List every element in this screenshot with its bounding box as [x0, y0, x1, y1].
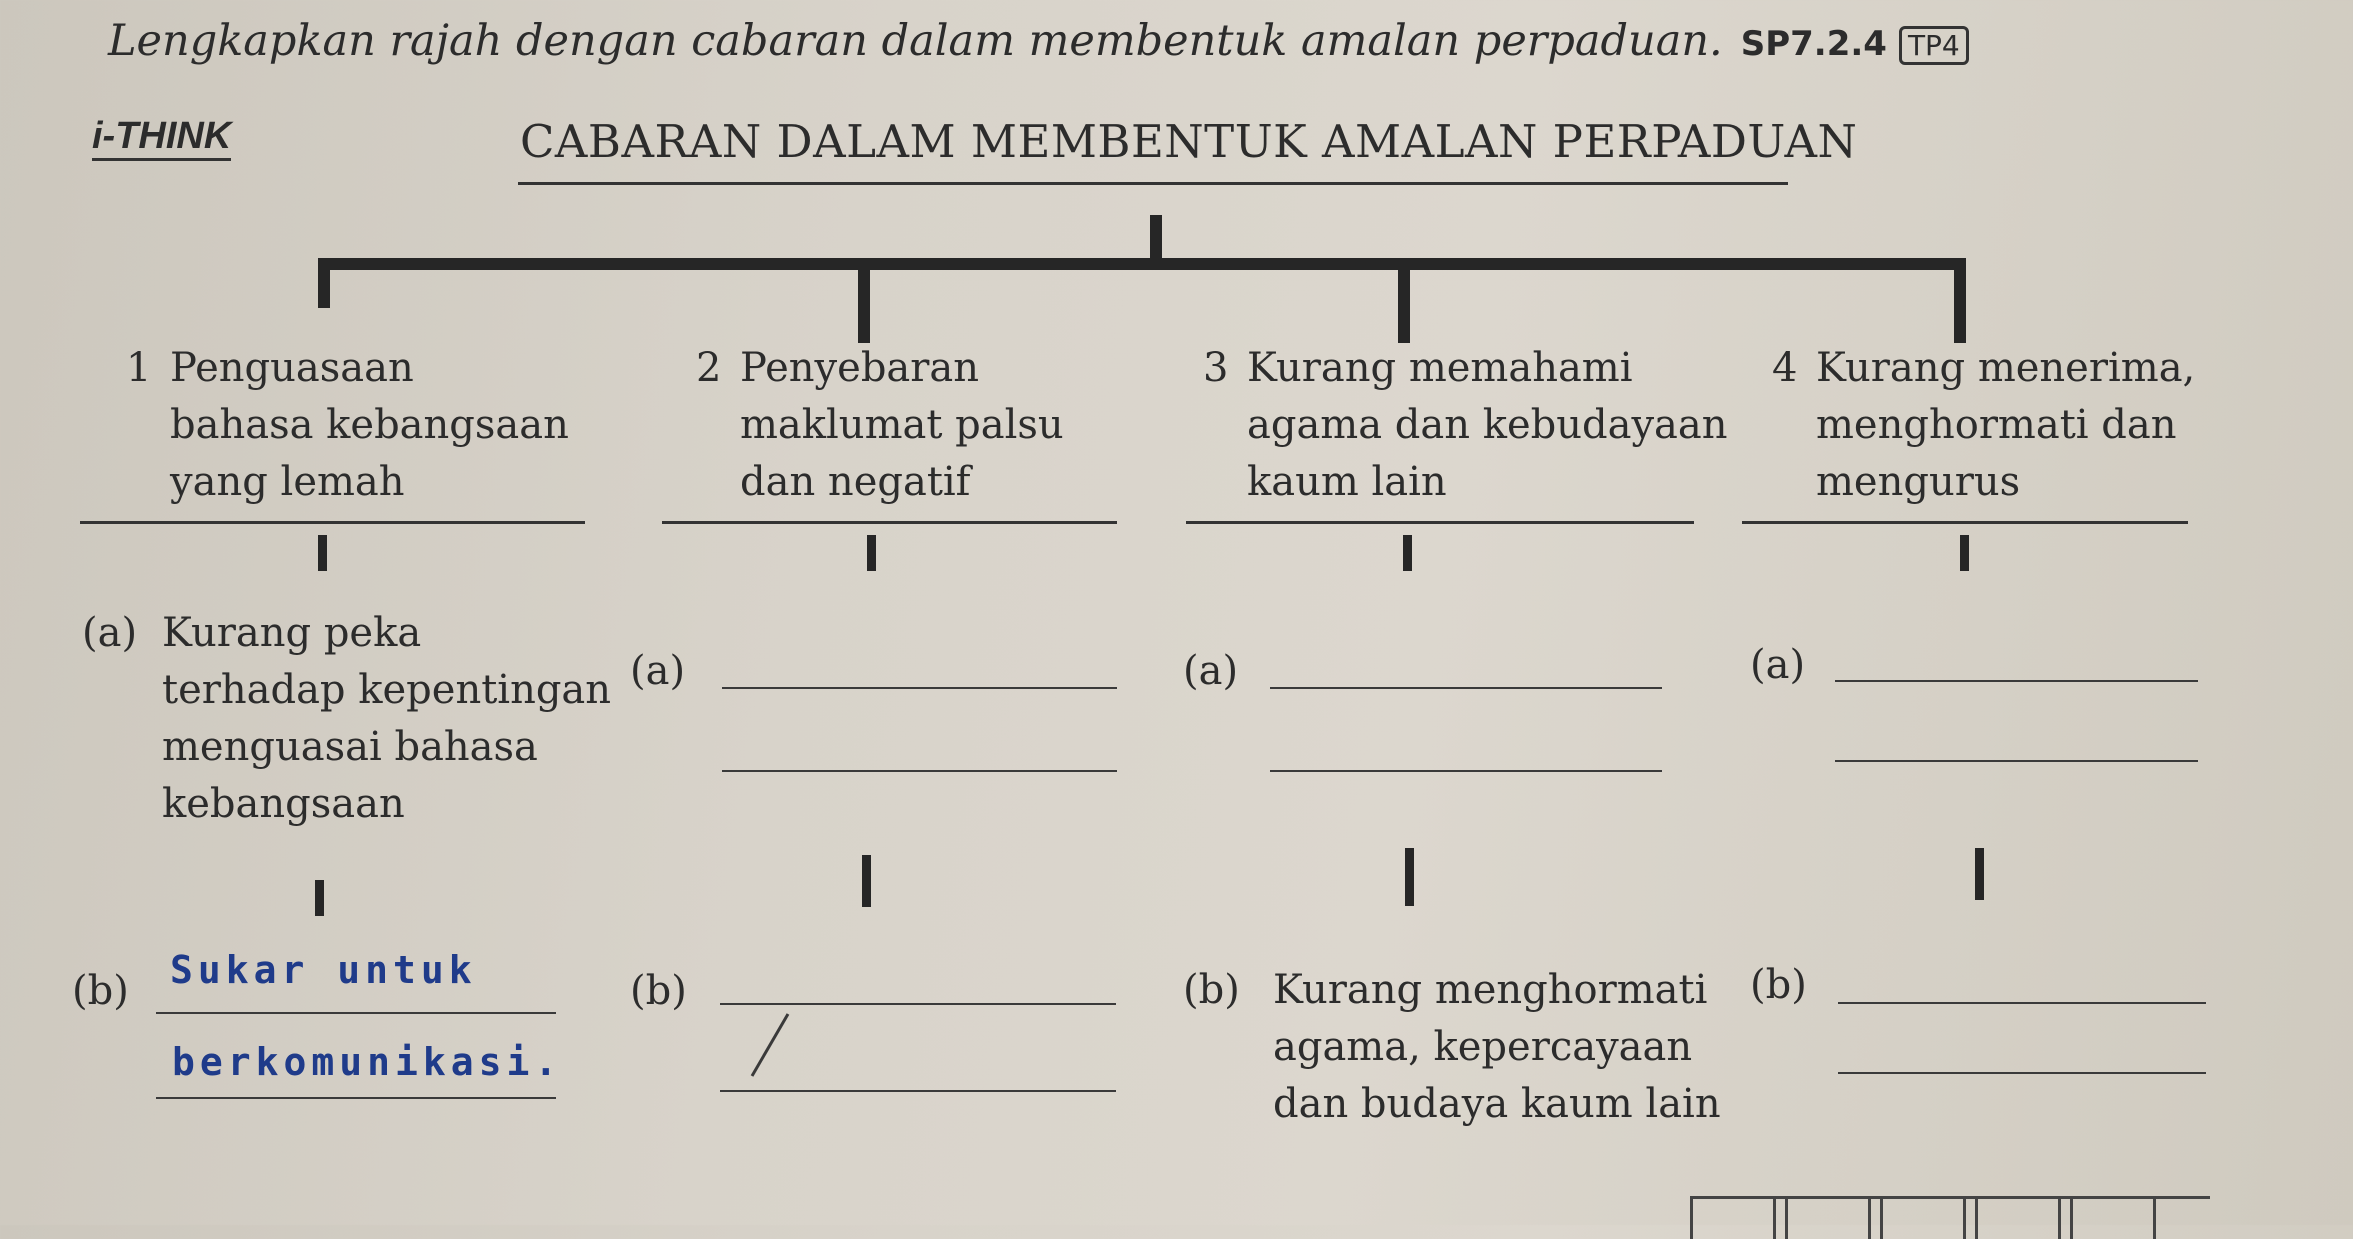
- challenge-3-line-3: kaum lain: [1247, 459, 1447, 505]
- item-4a-label: (a): [1750, 642, 1806, 688]
- challenge-1-number: 1: [126, 345, 152, 391]
- title-underline: [518, 182, 1788, 185]
- bottom-score-boxes: [1690, 1196, 2210, 1239]
- item-3b-line-3: dan budaya kaum lain: [1273, 1081, 1721, 1127]
- connector-1a: [318, 535, 327, 571]
- item-2a-label: (a): [630, 648, 686, 694]
- challenge-2-underline: [662, 521, 1117, 524]
- challenge-1-line-3: yang lemah: [170, 459, 405, 505]
- pen-stroke-mark: [740, 1010, 800, 1080]
- challenge-1-line-1: Penguasaan: [170, 345, 414, 391]
- connector-3b: [1405, 848, 1414, 906]
- item-1a-line-4: kebangsaan: [162, 781, 405, 827]
- branch-connector-2: [858, 258, 870, 343]
- connector-4a: [1960, 535, 1969, 571]
- item-2b-answer-line-2[interactable]: [720, 1090, 1116, 1092]
- item-1b-answer-line-2[interactable]: [156, 1097, 556, 1099]
- challenge-3-line-1: Kurang memahami: [1247, 345, 1633, 391]
- item-3b-label: (b): [1183, 967, 1240, 1013]
- challenge-2-line-3: dan negatif: [740, 459, 971, 505]
- instruction: [108, 16, 1969, 66]
- challenge-1-underline: [80, 521, 585, 524]
- syllabus-code: SP7.2.4: [1740, 24, 1887, 64]
- branch-connector-4: [1954, 258, 1966, 343]
- item-1a-label: (a): [82, 610, 138, 656]
- item-1b-handwriting-line-1: Sukar untuk: [170, 948, 477, 992]
- challenge-3-number: 3: [1203, 345, 1229, 391]
- instruction-text: Lengkapkan rajah dengan cabaran dalam membentuk amalan perpaduan.: [108, 16, 1723, 66]
- challenge-1-line-2: bahasa kebangsaan: [170, 402, 569, 448]
- connector-2a: [867, 535, 876, 571]
- item-3b-line-1: Kurang menghormati: [1273, 967, 1708, 1013]
- item-3a-label: (a): [1183, 648, 1239, 694]
- challenge-3-underline: [1186, 521, 1694, 524]
- challenge-1-heading: [126, 340, 569, 511]
- item-1b-label: (b): [72, 968, 129, 1014]
- item-4a-answer-line-1[interactable]: [1835, 680, 2198, 682]
- item-3b-line-2: agama, kepercayaan: [1273, 1024, 1693, 1070]
- challenge-4-underline: [1742, 521, 2188, 524]
- tp-badge: TP4: [1899, 26, 1969, 65]
- challenge-4-line-3: mengurus: [1816, 459, 2021, 505]
- challenge-4-heading: [1772, 340, 2195, 511]
- branch-connector-1: [318, 258, 330, 308]
- challenge-4-number: 4: [1772, 345, 1798, 391]
- challenge-4-line-2: menghormati dan: [1816, 402, 2177, 448]
- item-1a-line-3: menguasai bahasa: [162, 724, 538, 770]
- challenge-2-heading: [696, 340, 1064, 511]
- item-2b-answer-line-1[interactable]: [720, 1003, 1116, 1005]
- item-3a-answer-line-1[interactable]: [1270, 687, 1662, 689]
- item-2a-answer-line-1[interactable]: [722, 687, 1117, 689]
- connector-3a: [1403, 535, 1412, 571]
- item-2b-label: (b): [630, 968, 687, 1014]
- item-1a-line-1: Kurang peka: [162, 610, 422, 656]
- item-3b: [1183, 962, 1721, 1133]
- item-1a-line-2: terhadap kepentingan: [162, 667, 612, 713]
- item-1a: [82, 605, 611, 833]
- item-2a-answer-line-2[interactable]: [722, 770, 1117, 772]
- item-4b-label: (b): [1750, 962, 1807, 1008]
- connector-1b: [315, 880, 324, 916]
- item-4a-answer-line-2[interactable]: [1835, 760, 2198, 762]
- challenge-3-heading: [1203, 340, 1728, 511]
- challenge-2-line-1: Penyebaran: [740, 345, 980, 391]
- item-1b-handwriting-line-2: berkomunikasi.: [172, 1040, 563, 1084]
- connector-4b: [1975, 848, 1984, 900]
- branch-connector-3: [1398, 258, 1410, 343]
- challenge-2-number: 2: [696, 345, 722, 391]
- item-3a-answer-line-2[interactable]: [1270, 770, 1662, 772]
- tree-branch-bar: [318, 258, 1966, 270]
- ithink-label: i-THINK: [92, 115, 231, 161]
- challenge-4-line-1: Kurang menerima,: [1816, 345, 2196, 391]
- challenge-3-line-2: agama dan kebudayaan: [1247, 402, 1728, 448]
- diagram-title: CABARAN DALAM MEMBENTUK AMALAN PERPADUAN: [520, 115, 1858, 168]
- item-1b-answer-line-1[interactable]: [156, 1012, 556, 1014]
- item-4b-answer-line-1[interactable]: [1838, 1002, 2206, 1004]
- challenge-2-line-2: maklumat palsu: [740, 402, 1064, 448]
- item-4b-answer-line-2[interactable]: [1838, 1072, 2206, 1074]
- connector-2b: [862, 855, 871, 907]
